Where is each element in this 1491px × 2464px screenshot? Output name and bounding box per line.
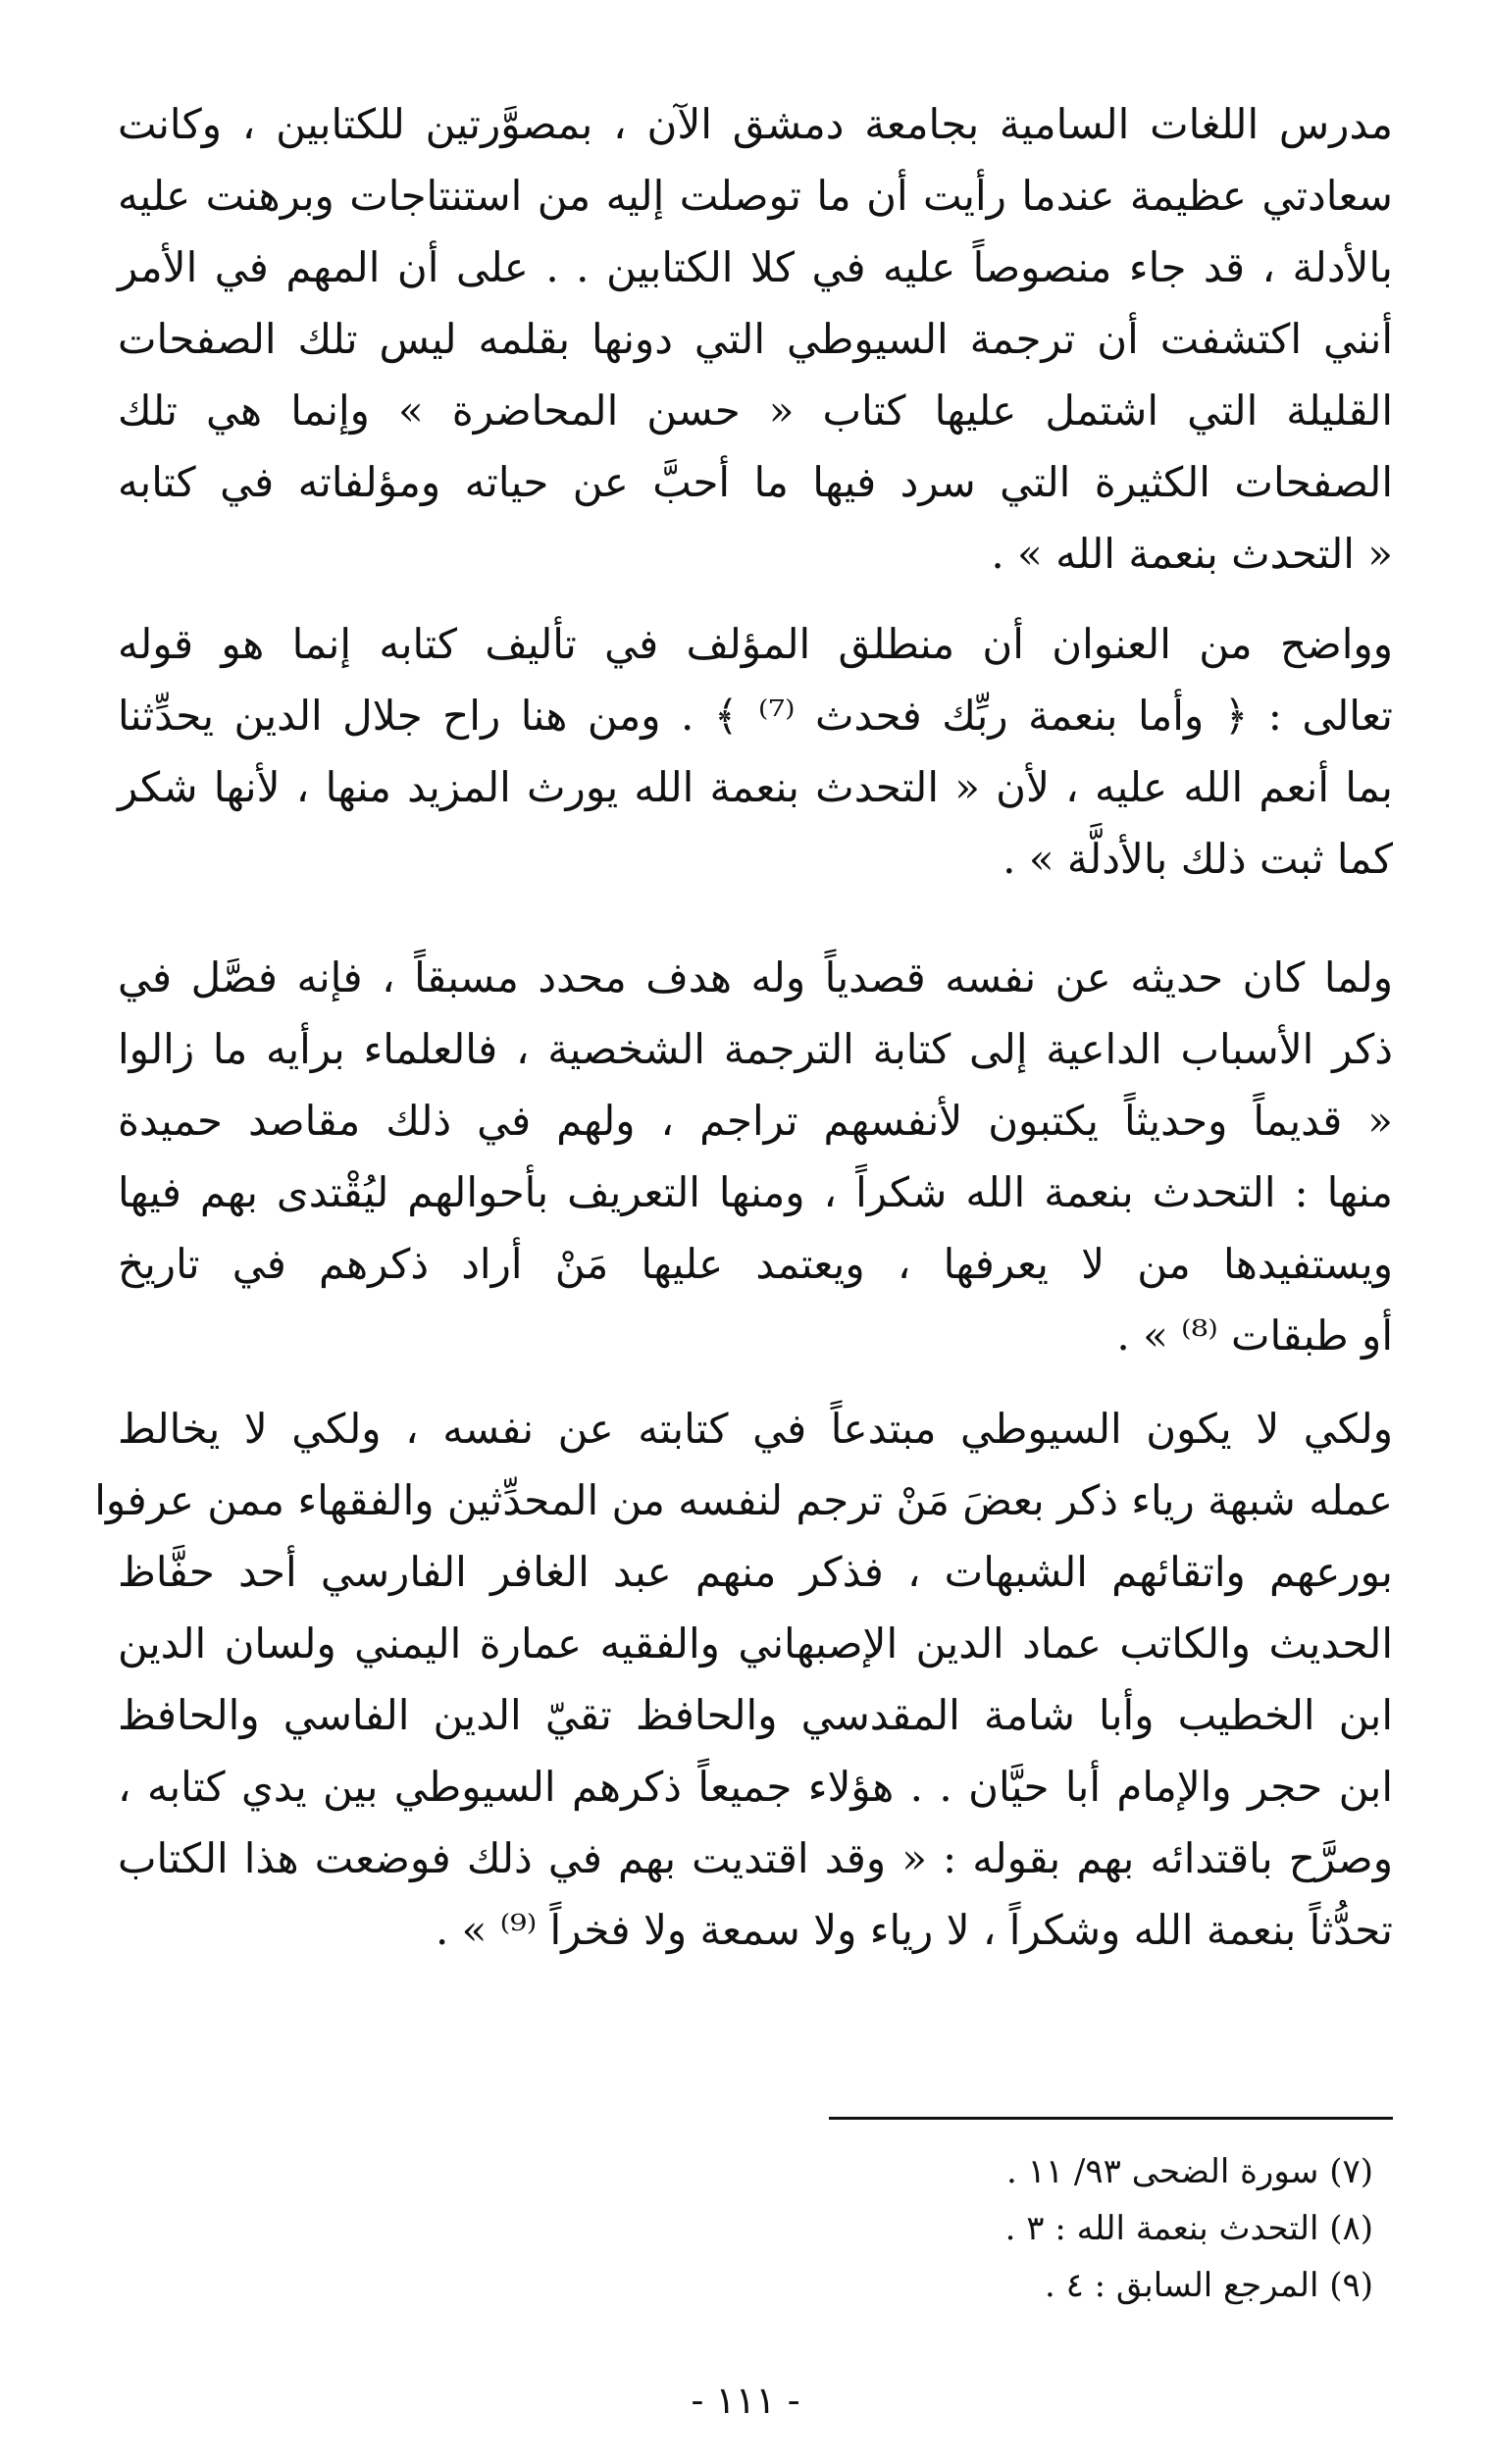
page-number: - ١١١ -: [691, 2379, 800, 2422]
paragraph-line: ابن الخطيب وأبا شامة المقدسي والحافظ تقيّ الدين الفاسي والحافظ: [118, 1691, 1393, 1739]
footnote-9: (٩) المرجع السابق : ٤ .: [1044, 2266, 1373, 2305]
paragraph-line: عمله شبهة رياء ذكر بعضَ مَنْ ترجم لنفسه من المحدِّثين والفقهاء ممن عرفوا: [94, 1476, 1393, 1524]
paragraph-line: الحديث والكاتب عماد الدين الإصبهاني والفقيه عمارة اليمني ولسان الدين: [118, 1619, 1393, 1668]
paragraph-line: ويستفيدها من لا يعرفها ، ويعتمد عليها مَنْ أراد ذكرهم في تاريخ: [118, 1240, 1393, 1288]
paragraph-line: القليلة التي اشتمل عليها كتاب « حسن المحاضرة » وإنما هي تلك: [118, 386, 1393, 435]
paragraph-line: « التحدث بنعمة الله » .: [991, 530, 1393, 578]
paragraph-1: [118, 88, 1393, 590]
paragraph-line: ولكي لا يكون السيوطي مبتدعاً في كتابته عن نفسه ، ولكي لا يخالط: [118, 1405, 1393, 1453]
paragraph-line: منها : التحدث بنعمة الله شكراً ، ومنها التعريف بأحوالهم ليُقْتدى بهم فيها: [118, 1168, 1393, 1216]
paragraph-line: أنني اكتشفت أن ترجمة السيوطي التي دونها بقلمه ليس تلك الصفحات: [118, 315, 1393, 363]
paragraph-line: وصرَّح باقتدائه بهم بقوله : « وقد اقتديت بهم في ذلك فوضعت هذا الكتاب: [118, 1834, 1393, 1882]
paragraph-line: ابن حجر والإمام أبا حيَّان . . هؤلاء جميعاً ذكرهم السيوطي بين يدي كتابه ،: [118, 1763, 1393, 1811]
paragraph-line: بورعهم واتقائهم الشبهات ، فذكر منهم عبد الغافر الفارسي أحد حفَّاظ: [118, 1548, 1393, 1596]
paragraph-line: بالأدلة ، قد جاء منصوصاً عليه في كلا الكتابين . . على أن المهم في الأمر: [118, 243, 1393, 291]
paragraph-line: تعالى : ﴿ وأما بنعمة ربِّك فحدث ⁽⁷⁾ ﴾ . ومن هنا راح جلال الدين يحدِّثنا: [118, 692, 1393, 740]
paragraph-4: [94, 1393, 1393, 1966]
paragraph-line: ذكر الأسباب الداعية إلى كتابة الترجمة الشخصية ، فالعلماء برأيه ما زالوا: [118, 1025, 1393, 1073]
paragraph-line: الصفحات الكثيرة التي سرد فيها ما أحبَّ عن حياته ومؤلفاته في كتابه: [118, 458, 1393, 506]
paragraph-line: مدرس اللغات السامية بجامعة دمشق الآن ، بمصوَّرتين للكتابين ، وكانت: [118, 100, 1393, 148]
footnote-separator: [829, 2117, 1393, 2120]
paragraph-line: ولما كان حديثه عن نفسه قصدياً وله هدف محدد مسبقاً ، فإنه فصَّل في: [118, 953, 1393, 1001]
paragraph-line: « قديماً وحديثاً يكتبون لأنفسهم تراجم ، ولهم في ذلك مقاصد حميدة: [118, 1097, 1393, 1145]
paragraph-line: بما أنعم الله عليه ، لأن « التحدث بنعمة الله يورث المزيد منها ، لأنها شكر: [118, 763, 1393, 811]
footnote-7: (٧) سورة الضحى ٩٣/ ١١ .: [1005, 2152, 1373, 2191]
paragraph-line: كما ثبت ذلك بالأدلَّة » .: [1003, 835, 1393, 883]
paragraph-line: سعادتي عظيمة عندما رأيت أن ما توصلت إليه من استنتاجات وبرهنت عليه: [118, 172, 1393, 220]
paragraph-2: [118, 608, 1393, 895]
footnote-8: (٨) التحدث بنعمة الله : ٣ .: [1004, 2209, 1373, 2248]
paragraph-3: [118, 942, 1393, 1371]
footnotes: [490, 2143, 1373, 2314]
paragraph-line: تحدُّثاً بنعمة الله وشكراً ، لا رياء ولا سمعة ولا فخراً ⁽⁹⁾ » .: [435, 1906, 1393, 1954]
paragraph-line: أو طبقات ⁽⁸⁾ » .: [1116, 1311, 1393, 1360]
paragraph-line: وواضح من العنوان أن منطلق المؤلف في تأليف كتابه إنما هو قوله: [118, 620, 1393, 668]
